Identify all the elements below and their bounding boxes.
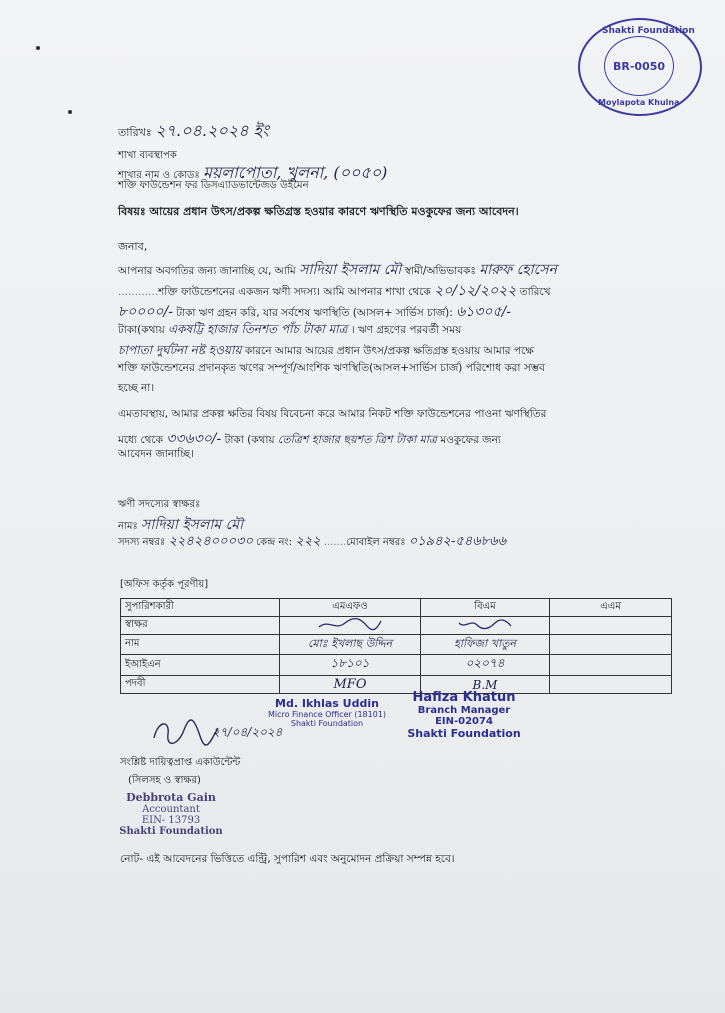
body-text: শক্তি ফাউন্ডেশনের একজন ঋণী সদস্য। আমি আপনার শাখা থেকে <box>158 286 431 298</box>
am-cell <box>550 655 672 676</box>
date-value: ২৭.০৪.২০২৪ ইং <box>155 121 269 140</box>
bm-title-cell: B.M <box>421 676 550 694</box>
member-no-label: সদস্য নম্বরঃ <box>118 537 166 548</box>
office-table <box>120 598 672 694</box>
member-no-value: ২২৪২৪০০০৩০ <box>168 534 253 549</box>
bm-ein-cell: ০২০৭৪ <box>421 655 550 676</box>
body-text: কারনে আমার আয়ের প্রধান উৎস/প্রকল্প ক্ষতিগ্রস্ত হওয়ায় আমার পক্ষে <box>244 345 534 357</box>
reason-hand: চাপাতা দুর্ঘটনা নষ্ট হওয়ায় <box>118 343 242 357</box>
body-p2-line-3: আবেদন জানাচ্ছি। <box>118 448 194 460</box>
balance-words-hand: একষট্টি হাজার তিনশত পাঁচ টাকা মাত্র <box>167 322 348 336</box>
name-label: নামঃ <box>118 521 138 532</box>
body-text: আপনার অবগতির জন্য জানাচ্ছি যে, আমি <box>118 265 296 277</box>
mfo-seal-title: Micro Finance Officer (18101) <box>267 710 387 719</box>
bm-seal-org: Shakti Foundation <box>407 727 521 740</box>
branch-value: ময়লাপোতা, খুলনা, (০০৫০) <box>202 163 388 182</box>
stamp-bottom-text: Moylapota Khulna <box>598 98 680 107</box>
bm-seal-title: Branch Manager <box>417 705 511 716</box>
punch-dot <box>68 110 72 114</box>
guardian-name-hand: মারুফ হোসেন <box>479 262 557 278</box>
mfo-ein-cell: ১৮১০১ <box>280 655 421 676</box>
table-header-cell: বিএম <box>421 599 550 617</box>
body-text: মধ্যে থেকে <box>118 434 163 446</box>
acc-seal-org: Shakti Foundation <box>119 826 223 837</box>
table-row <box>121 617 672 635</box>
table-header-row <box>121 599 672 617</box>
date-label: তারিখঃ <box>118 126 152 139</box>
accountant-seal <box>118 791 224 837</box>
table-header-cell: সুপারিশকারী <box>121 599 280 617</box>
to-line: শাখা ব্যবস্থাপক <box>118 150 177 161</box>
mfo-signature <box>315 617 385 631</box>
row-label: পদবী <box>121 676 280 694</box>
table-row <box>121 655 672 676</box>
bm-name-cell: হাফিজা খাতুন <box>421 635 550 655</box>
body-line-7: হচ্ছে না। <box>118 382 155 394</box>
table-row <box>121 676 672 694</box>
am-cell <box>550 676 672 694</box>
bm-seal-name: Hafiza Khatun <box>412 690 516 705</box>
subject-line: বিষয়ঃ আয়ের প্রধান উৎস/প্রকল্প ক্ষতিগ্রস্ত হওয়ার কারণে ঋণস্থিতি মওকুফের জন্য আবেদন। <box>118 205 519 218</box>
accountant-label-1: সংশ্লিষ্ট দায়িত্বপ্রাপ্ত একাউন্টেন্ট <box>120 757 241 768</box>
body-line-4 <box>118 321 461 341</box>
body-text: স্বামী/অভিভাবকঃ <box>404 265 476 277</box>
body-text: টাকা(কথায় <box>118 324 165 336</box>
applicant-ids-line: সদস্য নম্বরঃ ২২৪২৪০০০৩০ কেন্দ্র নং: ২২২ .......মোবাইল নম্বরঃ ০১৯৪২-৫৪৬৮৬৬ <box>118 534 507 549</box>
row-label: ইআইএন <box>121 655 280 676</box>
body-text: মওকুফের জন্য <box>440 434 501 446</box>
applicant-sign-label: ঋণী সদস্যের স্বাক্ষরঃ <box>118 499 201 510</box>
footer-note: নোট- এই আবেদনের ভিত্তিতে এন্ট্রি, সুপারিশ এবং অনুমোদন প্রক্রিয়া সম্পন্ন হবে। <box>120 853 455 865</box>
body-line-6: শক্তি ফাউন্ডেশনের প্রদানকৃত ঋণের সম্পূর্ণ/আংশিক ঋণস্থিতি(আসল+সার্ভিস চার্জ) পরিশোধ করা সম্ভব <box>118 362 545 374</box>
waiver-words-hand: তেত্রিশ হাজার ছয়শত ত্রিশ টাকা মাত্র <box>277 433 438 446</box>
punch-dot <box>36 46 40 50</box>
date-line <box>118 118 269 145</box>
branch-stamp <box>578 18 702 116</box>
body-text: তারিখে <box>519 286 551 298</box>
mfo-name-cell: মোঃ ইখলাছ উদ্দিন <box>280 635 421 655</box>
stamp-code: BR-0050 <box>613 60 666 73</box>
acc-seal-title: Accountant <box>142 804 200 815</box>
bm-signature-cell <box>421 617 550 635</box>
applicant-name-value: সাদিয়া ইসলাম মৌ <box>140 517 244 533</box>
mfo-title-cell: MFO <box>280 676 421 694</box>
am-cell <box>550 635 672 655</box>
body-text: । ঋণ গ্রহণের পরবর্তী সময় <box>350 324 462 336</box>
loan-amount-hand: ৮০০০০/- <box>118 304 173 320</box>
loan-date-hand: ২০/১২/২০২২ <box>434 283 517 299</box>
table-header-cell: এএম <box>550 599 672 617</box>
stamp-top-text: Shakti Foundation <box>602 26 695 36</box>
body-line-5 <box>118 342 534 362</box>
am-cell <box>550 617 672 635</box>
balance-hand: ৬১৩০৫/- <box>456 304 512 320</box>
accountant-label-2: (সিলসহ ও স্বাক্ষর) <box>128 775 201 786</box>
office-caption: [অফিস কর্তৃক পূরণীয়] <box>120 579 209 590</box>
acc-seal-ein: EIN- 13793 <box>141 815 201 826</box>
mfo-seal-name: Md. Ikhlas Uddin <box>275 697 379 710</box>
org-line: শক্তি ফাউন্ডেশন ফর ডিসএ্যাডভান্টেজড উইমেন <box>118 180 309 191</box>
mobile-label: মোবাইল নম্বরঃ <box>346 537 406 548</box>
applicant-name-hand: সাদিয়া ইসলাম মৌ <box>299 262 402 278</box>
body-text: টাকা (কথায় <box>224 434 275 446</box>
mfo-seal-org: Shakti Foundation <box>290 719 364 728</box>
bm-signature <box>455 617 515 631</box>
center-value: ২২২ <box>295 534 321 549</box>
row-label: নাম <box>121 635 280 655</box>
body-text: টাকা ঋণ গ্রহন করি, যার সর্বশেষ ঋণস্থিতি (আসল+ সার্ভিস চার্জ): <box>176 307 453 319</box>
waiver-amount-hand: ৩৩৬৩০/- <box>166 431 222 447</box>
mobile-value: ০১৯৪২-৫৪৬৮৬৬ <box>408 534 507 549</box>
body-line-2: ............শক্তি ফাউন্ডেশনের একজন ঋণী সদস্য। আমি আপনার শাখা থেকে ২০/১২/২০২২ তারিখে <box>118 283 551 299</box>
row-label: স্বাক্ষর <box>121 617 280 635</box>
acc-seal-name: Debbrota Gain <box>126 791 216 804</box>
bm-seal-ein: EIN-02074 <box>435 716 493 727</box>
table-header-cell: এমএফও <box>280 599 421 617</box>
branch-label: শাখার নাম ও কোডঃ <box>118 170 200 181</box>
mfo-signature-cell <box>280 617 421 635</box>
table-row <box>121 635 672 655</box>
center-label: কেন্দ্র নং: <box>256 537 293 548</box>
accountant-sign-date: ২৭/০৪/২০২৪ <box>212 725 283 739</box>
salutation: জনাব, <box>118 240 148 253</box>
body-p2-line-1: এমতাবস্থায়, আমার প্রকল্প ক্ষতির বিষয় বিবেচনা করে আমার নিকট শক্তি ফাউন্ডেশনের পাওনা ঋণস্থিতির <box>118 408 547 420</box>
bm-seal <box>398 690 530 740</box>
